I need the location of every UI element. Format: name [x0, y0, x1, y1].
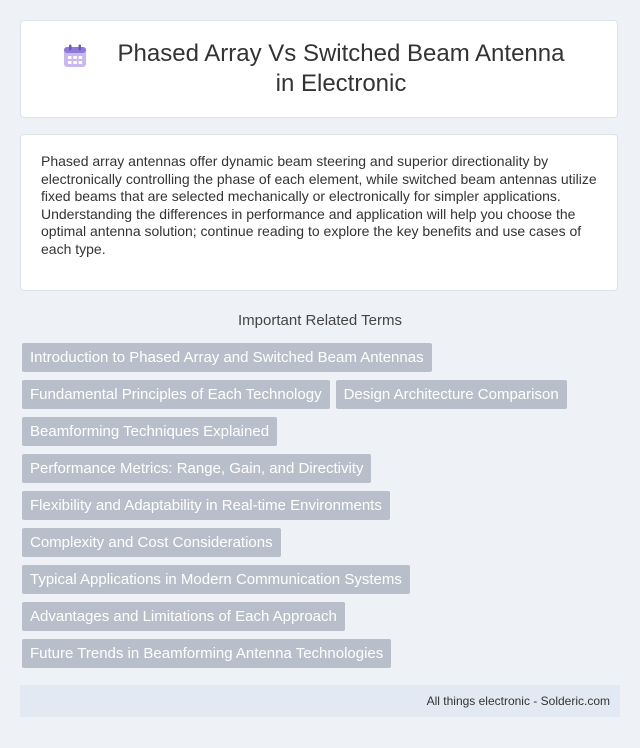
- tag-row: [22, 602, 622, 631]
- related-term-tag[interactable]: Design Architecture Comparison: [336, 380, 567, 409]
- tag-row: [22, 639, 622, 668]
- tag-row: [22, 565, 622, 594]
- related-term-tag[interactable]: Beamforming Techniques Explained: [22, 417, 277, 446]
- tag-row: [22, 417, 622, 446]
- tag-row: [22, 491, 622, 520]
- tag-row: [22, 343, 622, 372]
- title-row: [62, 39, 576, 99]
- intro-paragraph: Phased array antennas offer dynamic beam steering and superior directionality by electronically controlling the phase of each element, while switched beam antennas utilize fixed beams that are selected mechanically or electronically for simpler applications. Understanding the differences in performance and application will help you choose the optimal antenna solution; continue reading to explore the key benefits and use cases of each type.: [41, 153, 597, 257]
- related-term-tag[interactable]: Introduction to Phased Array and Switched Beam Antennas: [22, 343, 432, 372]
- related-terms-heading: Important Related Terms: [238, 312, 402, 329]
- intro-card: [20, 134, 618, 291]
- tag-row: [22, 454, 622, 483]
- page-title: Phased Array Vs Switched Beam Antenna in Electronic: [117, 40, 565, 97]
- related-term-tag[interactable]: Advantages and Limitations of Each Approach: [22, 602, 345, 631]
- footer-text: All things electronic - Solderic.com: [426, 694, 610, 708]
- tag-row: [22, 380, 622, 409]
- related-term-tag[interactable]: Complexity and Cost Considerations: [22, 528, 281, 557]
- related-term-tag[interactable]: Performance Metrics: Range, Gain, and Directivity: [22, 454, 371, 483]
- related-terms-list: [22, 343, 622, 676]
- related-term-tag[interactable]: Future Trends in Beamforming Antenna Technologies: [22, 639, 391, 668]
- calendar-icon: [62, 43, 88, 69]
- related-term-tag[interactable]: Fundamental Principles of Each Technology: [22, 380, 330, 409]
- tag-row: [22, 528, 622, 557]
- related-term-tag[interactable]: Typical Applications in Modern Communication Systems: [22, 565, 410, 594]
- related-term-tag[interactable]: Flexibility and Adaptability in Real-time Environments: [22, 491, 390, 520]
- footer: [20, 685, 620, 717]
- title-card: [20, 20, 618, 118]
